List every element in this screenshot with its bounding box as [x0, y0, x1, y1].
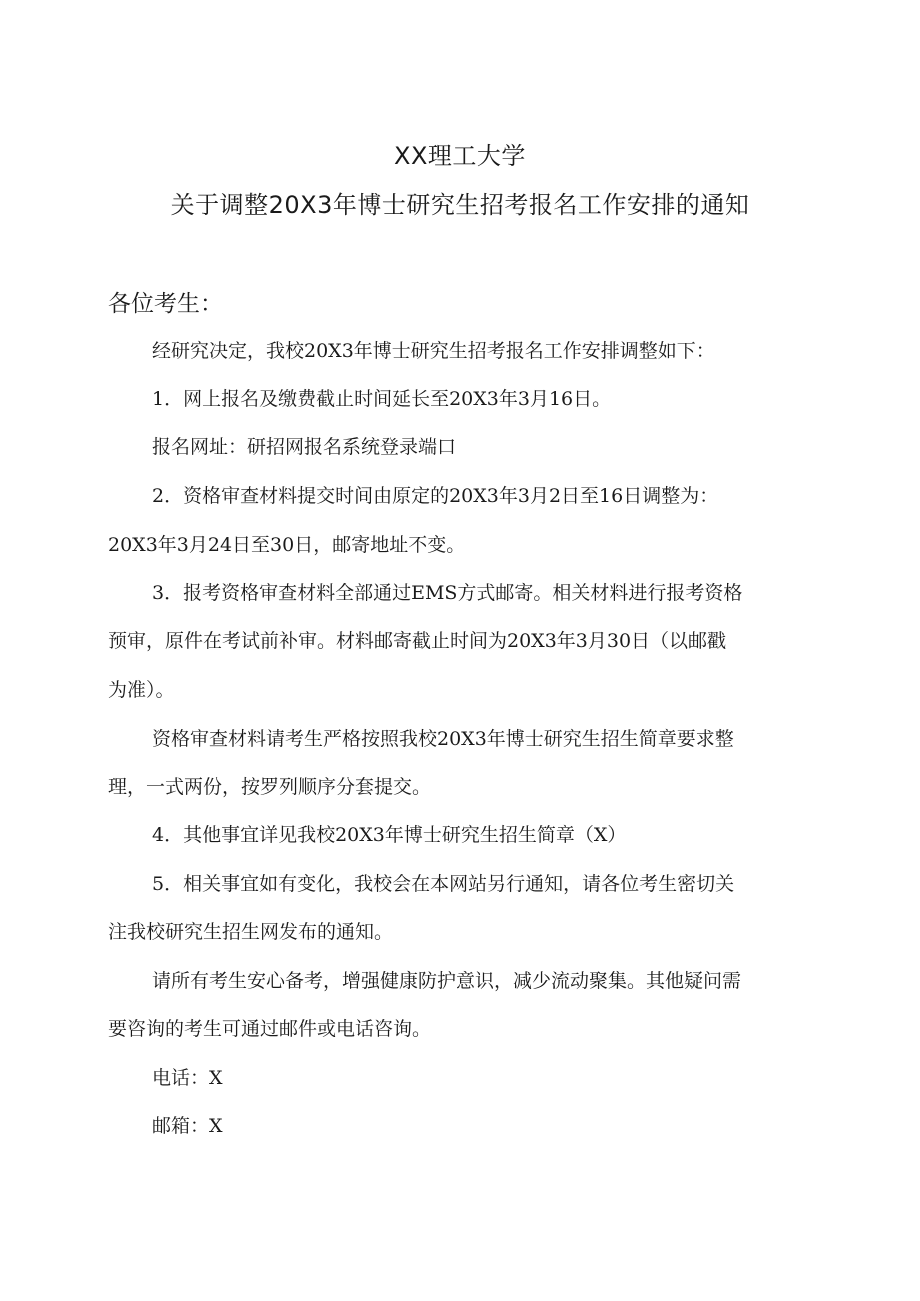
intro-paragraph: 经研究决定，我校20X3年博士研究生招考报名工作安排调整如下： — [152, 340, 715, 362]
item-1: 1．网上报名及缴费截止时间延长至20X3年3月16日。 — [152, 388, 612, 410]
item-4: 4．其他事宜详见我校20X3年博士研究生招生简章（X） — [152, 824, 627, 846]
salutation: 各位考生： — [108, 291, 223, 317]
closing-line-2: 要咨询的考生可通过邮件或电话咨询。 — [108, 1018, 432, 1040]
institution-title: XX理工大学 — [394, 142, 526, 170]
item-3-line-2: 预审，原件在考试前补审。材料邮寄截止时间为20X3年3月30日（以邮戳 — [108, 630, 727, 652]
note-line-1: 资格审查材料请考生严格按照我校20X3年博士研究生招生简章要求整 — [152, 728, 734, 750]
contact-phone: 电话：X — [152, 1067, 223, 1089]
item-5-line-2: 注我校研究生招生网发布的通知。 — [108, 921, 394, 943]
item-3-line-3: 为准）。 — [108, 679, 175, 701]
notice-title: 关于调整20X3年博士研究生招考报名工作安排的通知 — [170, 191, 750, 219]
item-5-line-1: 5．相关事宜如有变化，我校会在本网站另行通知，请各位考生密切关 — [152, 873, 735, 895]
item-3-line-1: 3．报考资格审查材料全部通过EMS方式邮寄。相关材料进行报考资格 — [152, 582, 743, 604]
contact-email: 邮箱：X — [152, 1115, 223, 1137]
closing-line-1: 请所有考生安心备考，增强健康防护意识，减少流动聚集。其他疑问需 — [152, 970, 742, 992]
item-2-line-2: 20X3年3月24日至30日，邮寄地址不变。 — [108, 534, 466, 556]
item-2-line-1: 2．资格审查材料提交时间由原定的20X3年3月2日至16日调整为： — [152, 485, 719, 507]
registration-url-line: 报名网址：研招网报名系统登录端口 — [152, 436, 457, 458]
note-line-2: 理，一式两份，按罗列顺序分套提交。 — [108, 776, 432, 798]
